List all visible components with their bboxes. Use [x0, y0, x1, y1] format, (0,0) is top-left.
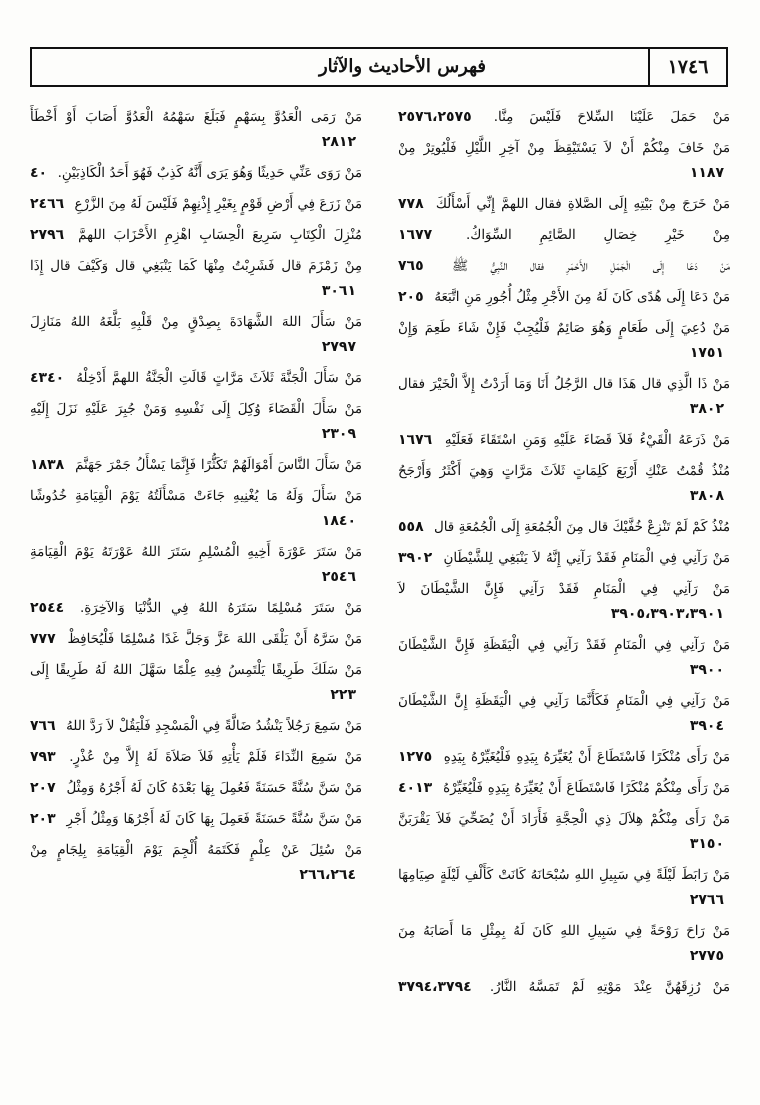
entry-reference-numbers: ٢٧٩٦	[30, 227, 65, 243]
index-entry	[398, 776, 730, 801]
entry-text: مَنْ سَأَلَ النَّاسَ أَمْوَالَهُمْ تَكَثُّرًا فَإِنَّمَا يَسْأَلُ جَمْرَ جَهَنَّمَ	[75, 458, 362, 473]
entry-reference-numbers: ٣٠٦١	[321, 283, 356, 299]
entry-reference-numbers: ٤٠١٣	[398, 780, 433, 796]
entry-text: مَنْ زَرَعَ فِي أَرْضِ قَوْمٍ بِغَيْرِ إِذْنِهِمْ فَلَيْسَ لَهُ مِنَ الزَّرْعِ	[74, 197, 362, 212]
entry-text: مَنْ سَمِعَ النِّدَاءَ فَلَمْ يَأْتِهِ فَلاَ صَلاَةَ لَهُ إِلاَّ مِنْ عُذْرٍ.	[69, 750, 362, 765]
entry-text: مَنْ سَأَلَ الْقَضَاءَ وُكِلَ إِلَى نَفْسِهِ وَمَنْ جُبِرَ عَلَيْهِ نَزَلَ إِلَيْهِ	[30, 402, 362, 417]
entry-text: مَنْ رَابَطَ لَيْلَةً فِي سَبِيلِ اللهِ سُبْحَانَهُ كَانَتْ كَأَلْفِ لَيْلَةٍ صِيَامِهَا	[398, 868, 730, 883]
index-entry	[398, 105, 730, 130]
index-entry	[398, 285, 730, 310]
entry-text: مَنْ سَأَلَ وَلَهُ مَا يُغْنِيهِ جَاءَتْ مَسْأَلَتُهُ يَوْمَ الْقِيَامَةِ خُدُوشًا	[30, 489, 362, 504]
entry-reference-numbers: ٧٧٨	[398, 196, 424, 212]
entry-text: مَنْ رَأَى مِنْكُمْ هِلاَلَ ذِي الْحِجَّةِ فَأَرَادَ أَنْ يُضَحِّيَ فَلاَ يَقْرَبَنَّ	[398, 812, 730, 827]
entry-text: مَنْ دَعَا إِلَى الْجَمَلِ الأَحْمَرِ فقال النَّبِيُّ ﷺ	[451, 259, 730, 274]
index-entry	[30, 627, 362, 652]
index-entry	[30, 484, 362, 534]
index-entry	[30, 254, 362, 304]
entry-text: مَنْ رَاحَ رَوْحَةً فِي سَبِيلِ اللهِ كَانَ لَهُ بِمِثْلِ مَا أَصَابَهُ مِنَ	[398, 924, 730, 939]
entry-reference-numbers: ٧٩٣	[30, 749, 56, 765]
entry-text: مَنْ سَتَرَ عَوْرَةَ أَخِيهِ الْمُسْلِمِ سَتَرَ اللهُ عَوْرَتَهُ يَوْمَ الْقِيَامَةِ	[30, 545, 362, 560]
entry-reference-numbers: ٣١٥٠	[689, 836, 724, 852]
index-entry	[398, 459, 730, 509]
entry-reference-numbers: ٣٩٠٥،٣٩٠٣،٣٩٠١	[610, 606, 724, 622]
page-title: فهرس الأحاديث والآثار	[318, 56, 486, 77]
page-number: ١٧٤٦	[648, 49, 726, 85]
index-entry	[30, 776, 362, 801]
entry-reference-numbers: ٢٠٣	[30, 811, 56, 827]
entry-reference-numbers: ٢٧٩٧	[321, 339, 356, 355]
index-entry	[398, 316, 730, 366]
entry-text: مَنْ دَعَا إِلَى هُدًى كَانَ لَهُ مِنَ الأَجْرِ مِثْلُ أُجُورِ مَنِ اتَّبَعَهُ	[434, 290, 731, 305]
entry-text: مَنْ خَرَجَ مِنْ بَيْتِهِ إِلَى الصَّلاةِ فقال اللهمَّ إِنِّي أَسْأَلُكَ	[435, 197, 730, 212]
index-entry	[30, 453, 362, 478]
entry-text: مَنْ سَأَلَ الْجَنَّةَ ثَلاَثَ مَرَّاتٍ قَالَتِ الْجَنَّةُ اللهمَّ أَدْخِلْهُ	[76, 371, 362, 386]
index-entry	[398, 577, 730, 627]
index-entry	[30, 397, 362, 447]
index-entry	[398, 372, 730, 422]
index-entry	[30, 540, 362, 590]
entry-reference-numbers: ٣٧٩٤،٣٧٩٤	[398, 979, 472, 995]
entry-reference-numbers: ٢٨١٢	[321, 134, 356, 150]
entry-reference-numbers: ١٧٥١	[689, 345, 724, 361]
entry-reference-numbers: ١١٨٧	[689, 165, 724, 181]
entry-text: مَنْ سَنَّ سُنَّةً حَسَنَةً فَعَمِلَ بِهَا كَانَ لَهُ أَجْرُهَا وَمِثْلُ أَجْرِ	[66, 812, 362, 827]
entry-reference-numbers: ٧٦٥	[398, 258, 424, 274]
index-entry	[398, 745, 730, 770]
entry-reference-numbers: ٧٧٧	[30, 631, 56, 647]
page-header	[30, 47, 728, 87]
entry-text: مَنْ سُئِلَ عَنْ عِلْمٍ فَكَتَمَهُ أُلْجِمَ يَوْمَ الْقِيَامَةِ بِلِجَامٍ مِنْ	[30, 843, 362, 858]
entry-reference-numbers: ٢٤٦٦	[30, 196, 65, 212]
index-entry	[398, 633, 730, 683]
entry-text: مَنْ رُزِقَهُنَّ عِنْدَ مَوْتِهِ لَمْ تَمَسَّهُ النَّارُ.	[489, 980, 730, 995]
entry-text: مِنْ زَمْزَمَ قال فَشَرِبْتُ مِنْهَا كَمَا يَنْبَغِي قال وَكَيْفَ قال إِذَا	[30, 259, 362, 274]
index-entry	[398, 254, 730, 279]
entry-reference-numbers: ١٢٧٥	[398, 749, 433, 765]
index-entry	[30, 838, 362, 888]
entry-text: مَنْ رَآنِي فِي الْمَنَامِ فَكَأَنَّمَا رَآنِي فِي الْيَقَظَةِ إِنَّ الشَّيْطَانَ	[398, 694, 730, 709]
index-entry	[398, 428, 730, 453]
entry-text: مَنْ رَوَى عَنِّي حَدِيثًا وَهُوَ يَرَى أَنَّهُ كَذِبٌ فَهُوَ أَحَدُ الْكَاذِبَيْنِ.	[57, 166, 362, 181]
index-entry	[30, 807, 362, 832]
entry-text: مَنْ رَآنِي فِي الْمَنَامِ فَقَدْ رَآنِي إِنَّهُ لاَ يَنْبَغِي لِلشَّيْطَانِ	[443, 551, 730, 566]
entry-text: مَنْ دُعِيَ إِلَى طَعَامٍ وَهُوَ صَائِمٌ فَلْيُجِبْ فَإِنْ شَاءَ طَعِمَ وَإِنْ	[398, 321, 730, 336]
index-entry	[398, 975, 730, 1000]
entry-text: مَنْ رَأَى مِنْكُمْ مُنْكَرًا فَاسْتَطَاعَ أَنْ يُغَيِّرَهُ بِيَدِهِ فَلْيُغَيِّرْهُ	[443, 781, 730, 796]
index-entry	[398, 689, 730, 739]
entry-reference-numbers: ١٦٧٦	[398, 432, 433, 448]
index-entry	[398, 515, 730, 540]
entry-reference-numbers: ١٦٧٧	[398, 227, 433, 243]
entry-text: مَنْ رَمَى الْعَدُوَّ بِسَهْمٍ فَبَلَغَ سَهْمُهُ الْعَدُوَّ أَصَابَ أَوْ أَخْطَأَ	[30, 110, 362, 125]
entry-text: مُنْزِلَ الْكِتَابِ سَرِيعَ الْحِسَابِ اهْزِمِ الأَحْزَابَ اللهمَّ	[78, 228, 362, 243]
entry-text: مَنْ رَأَى مُنْكَرًا فَاسْتَطَاعَ أَنْ يُغَيِّرَهُ بِيَدِهِ فَلْيُغَيِّرْهُ بِيَدِهِ	[443, 750, 730, 765]
entry-reference-numbers: ٣٩٠٢	[398, 550, 433, 566]
entry-text: مَنْ رَآنِي فِي الْمَنَامِ فَقَدْ رَآنِي فِي الْيَقَظَةِ فَإِنَّ الشَّيْطَانَ	[398, 638, 730, 653]
right-column	[398, 105, 730, 1006]
entry-text: مَنْ سَلَكَ طَرِيقًا يَلْتَمِسُ فِيهِ عِلْمًا سَهَّلَ اللهُ لَهُ طَرِيقًا إِلَى	[30, 663, 362, 678]
index-entry	[30, 745, 362, 770]
index-entry	[398, 863, 730, 913]
entry-reference-numbers: ٢٧٧٥	[689, 948, 724, 964]
entry-reference-numbers: ٢٥٧٦،٢٥٧٥	[398, 109, 472, 125]
index-entry	[30, 310, 362, 360]
index-entry	[30, 161, 362, 186]
entry-reference-numbers: ٣٩٠٤	[689, 718, 724, 734]
index-entry	[30, 658, 362, 708]
entry-reference-numbers: ٢٠٥	[398, 289, 424, 305]
index-entry	[30, 366, 362, 391]
entry-text: مَنْ خَافَ مِنْكُمْ أَنْ لاَ يَسْتَيْقِظَ مِنْ آخِرِ اللَّيْلِ فَلْيُوتِرْ مِنْ	[398, 141, 730, 156]
index-entry	[30, 714, 362, 739]
entry-text: مُنْذُ قُمْتُ عَنْكِ أَرْبَعَ كَلِمَاتٍ ثَلاَثَ مَرَّاتٍ وَهِيَ أَكْثَرُ وَأَرْجَحُ	[398, 464, 730, 479]
entry-text: مِنْ خَيْرِ خِصَالِ الصَّائِمِ السِّوَاكُ.	[466, 228, 731, 243]
entry-text: مَنْ حَمَلَ عَلَيْنَا السِّلاحَ فَلَيْسَ مِنَّا.	[493, 110, 730, 125]
entry-reference-numbers: ٧٦٦	[30, 718, 56, 734]
entry-text: مَنْ سَنَّ سُنَّةً حَسَنَةً فَعُمِلَ بِهَا بَعْدَهُ كَانَ لَهُ أَجْرُهُ وَمِثْلُ	[66, 781, 363, 796]
entry-reference-numbers: ٣٨٠٢	[689, 401, 724, 417]
index-entry	[398, 136, 730, 186]
entry-reference-numbers: ٣٩٠٠	[689, 662, 724, 678]
entry-text: مُنْذُ كَمْ لَمْ تَنْزِعْ خُفَّيْكَ قال مِنَ الْجُمُعَةِ إِلَى الْجُمُعَةِ قال	[434, 520, 730, 535]
entry-reference-numbers: ٥٥٨	[398, 519, 424, 535]
entry-reference-numbers: ٤٣٤٠	[30, 370, 65, 386]
entry-reference-numbers: ٢٥٤٤	[30, 600, 65, 616]
entry-text: مَنْ سَرَّهُ أَنْ يَلْقَى اللهَ عَزَّ وَجَلَّ غَدًا مُسْلِمًا فَلْيُحَافِظْ	[67, 632, 362, 647]
entry-reference-numbers: ٣٨٠٨	[689, 488, 724, 504]
entry-text: مَنْ رَآنِي فِي الْمَنَامِ فَقَدْ رَآنِي فَإِنَّ الشَّيْطَانَ لاَ	[398, 582, 730, 597]
index-entry	[398, 919, 730, 969]
entry-reference-numbers: ٢٥٤٦	[321, 569, 356, 585]
entry-text: مَنْ سَتَرَ مُسْلِمًا سَتَرَهُ اللهُ فِي الدُّنْيَا وَالآخِرَةِ.	[79, 601, 362, 616]
entry-reference-numbers: ٢٣٠٩	[321, 426, 356, 442]
entry-reference-numbers: ٢٦٦،٢٦٤	[299, 867, 356, 883]
index-entry	[398, 546, 730, 571]
entry-reference-numbers: ٤٠	[30, 165, 48, 181]
entry-reference-numbers: ١٨٤٠	[321, 513, 356, 529]
entry-reference-numbers: ٢٢٣	[330, 687, 356, 703]
index-entry	[398, 807, 730, 857]
entry-text: مَنْ سَأَلَ اللهَ الشَّهَادَةَ بِصِدْقٍ مِنْ قَلْبِهِ بَلَّغَهُ اللهُ مَنَازِلَ	[30, 315, 362, 330]
index-entry	[30, 105, 362, 155]
entry-reference-numbers: ٢٧٦٦	[689, 892, 724, 908]
index-entry	[30, 596, 362, 621]
entry-text: مَنْ ذَا الَّذِي قال هَذَا قال الرَّجُلُ أَنَا وَمَا أَرَدْتُ إِلاَّ الْخَيْرَ فقال	[398, 377, 730, 392]
index-entry	[30, 223, 362, 248]
page	[30, 47, 730, 1087]
entry-reference-numbers: ١٨٣٨	[30, 457, 65, 473]
entry-reference-numbers: ٢٠٧	[30, 780, 56, 796]
index-entry	[398, 192, 730, 217]
entry-text: مَنْ ذَرَعَهُ الْقَيْءُ فَلاَ قَضَاءَ عَلَيْهِ وَمَنِ اسْتَقَاءَ فَعَلَيْهِ	[444, 433, 730, 448]
index-entry	[398, 223, 730, 248]
entry-text: مَنْ سَمِعَ رَجُلاً يَنْشُدُ ضَالَّةً فِي الْمَسْجِدِ فَلْيَقُلْ لاَ رَدَّ اللهُ	[66, 719, 362, 734]
left-column	[30, 105, 362, 894]
index-entry	[30, 192, 362, 217]
